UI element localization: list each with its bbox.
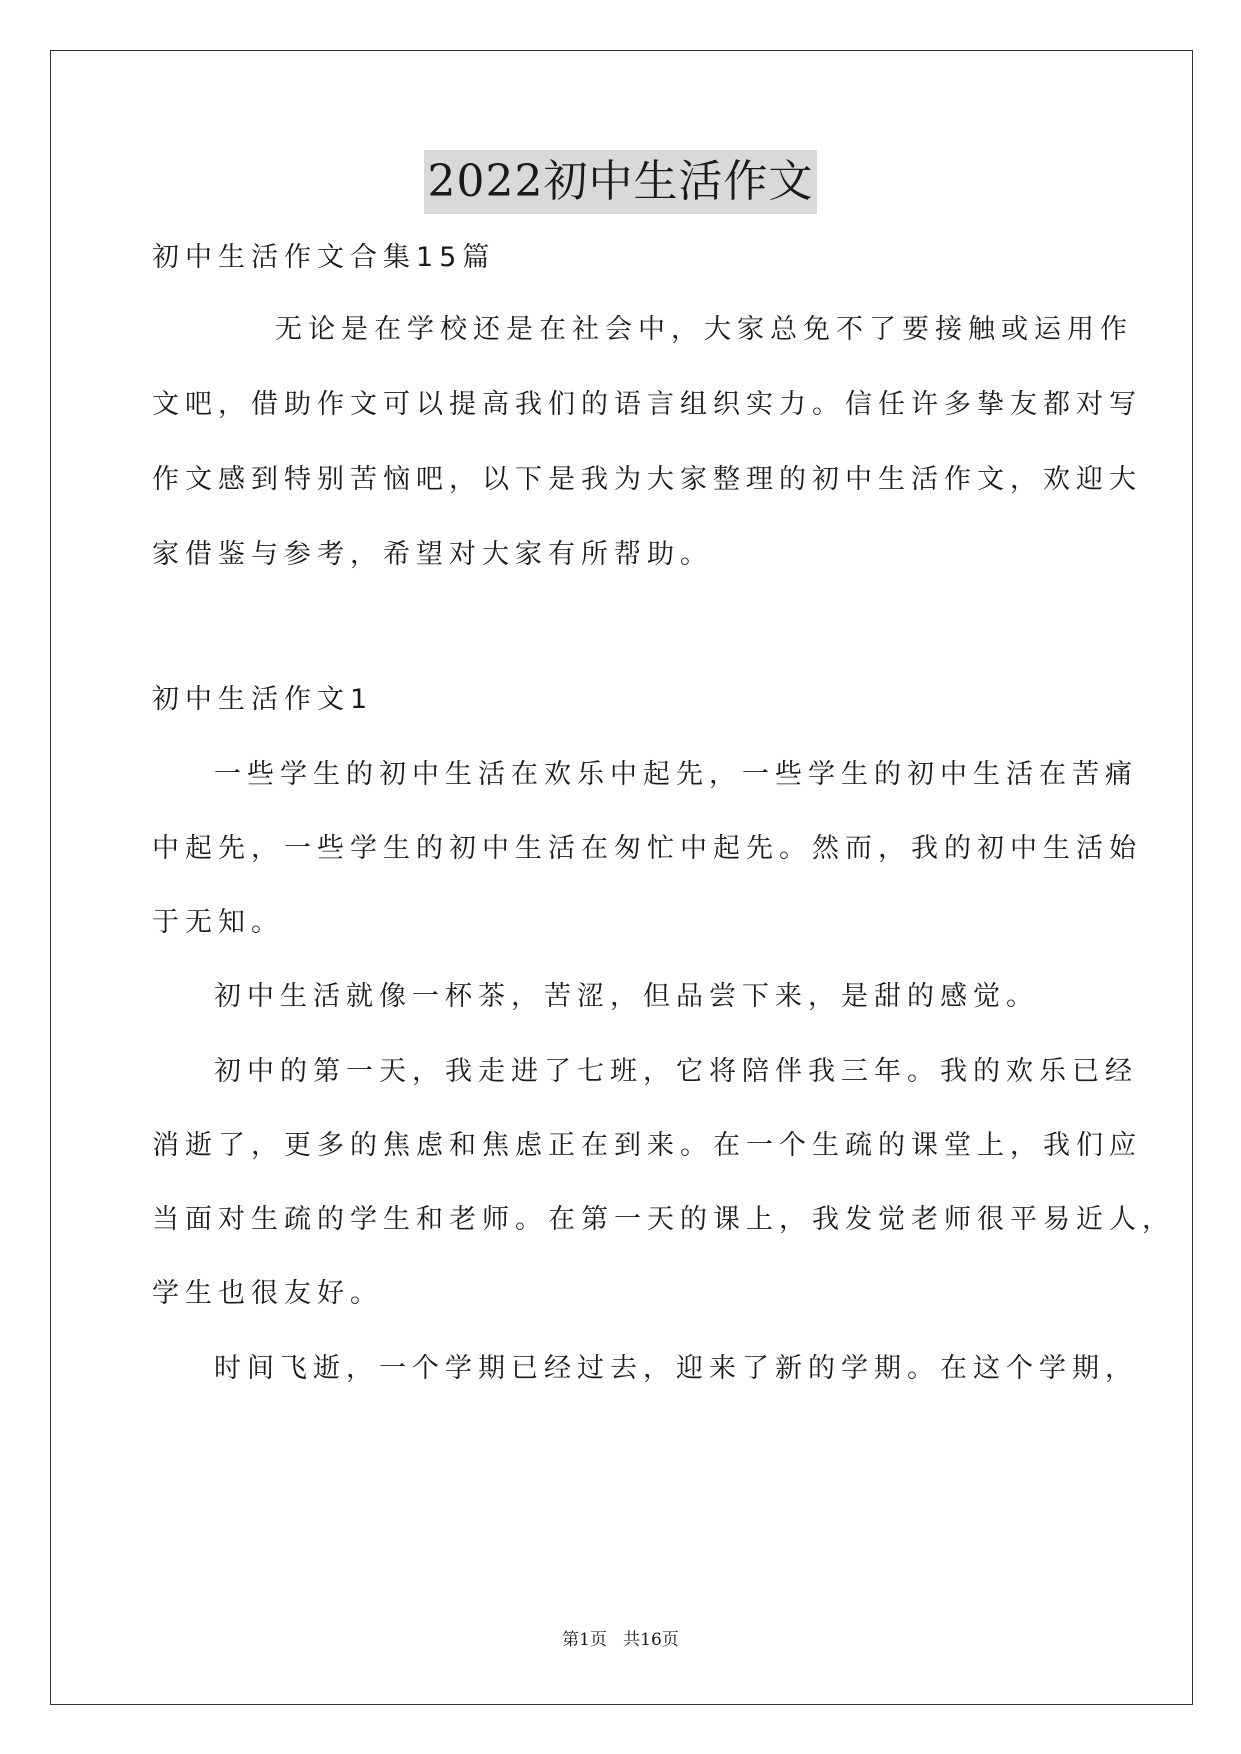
page-footer: 第1页 共16页 bbox=[562, 1630, 679, 1650]
subtitle: 初中生活作文合集15篇 bbox=[152, 242, 496, 273]
body-line: 初中的第一天，我走进了七班，它将陪伴我三年。我的欢乐已经 bbox=[214, 1056, 1138, 1087]
body-line: 中起先，一些学生的初中生活在匆忙中起先。然而，我的初中生活始 bbox=[152, 833, 1142, 864]
intro-line: 家借鉴与参考，希望对大家有所帮助。 bbox=[152, 539, 713, 570]
section-heading: 初中生活作文1 bbox=[152, 684, 374, 715]
document-title: 2022初中生活作文 bbox=[424, 150, 818, 214]
body-line: 于无知。 bbox=[152, 907, 284, 938]
page-border bbox=[50, 50, 1193, 1705]
body-line: 学生也很友好。 bbox=[152, 1278, 383, 1309]
intro-line: 作文感到特别苦恼吧，以下是我为大家整理的初中生活作文，欢迎大 bbox=[152, 464, 1142, 495]
title-container bbox=[0, 150, 1241, 214]
intro-line: 无论是在学校还是在社会中，大家总免不了要接触或运用作 bbox=[275, 314, 1133, 345]
intro-line: 文吧，借助作文可以提高我们的语言组织实力。信任许多挚友都对写 bbox=[152, 389, 1142, 420]
body-line: 消逝了，更多的焦虑和焦虑正在到来。在一个生疏的课堂上，我们应 bbox=[152, 1130, 1142, 1161]
body-line: 当面对生疏的学生和老师。在第一天的课上，我发觉老师很平易近人， bbox=[152, 1204, 1175, 1235]
body-line: 一些学生的初中生活在欢乐中起先，一些学生的初中生活在苦痛 bbox=[214, 759, 1138, 790]
body-line: 时间飞逝，一个学期已经过去，迎来了新的学期。在这个学期， bbox=[214, 1353, 1138, 1384]
body-line: 初中生活就像一杯茶，苦涩，但品尝下来，是甜的感觉。 bbox=[214, 981, 1039, 1012]
